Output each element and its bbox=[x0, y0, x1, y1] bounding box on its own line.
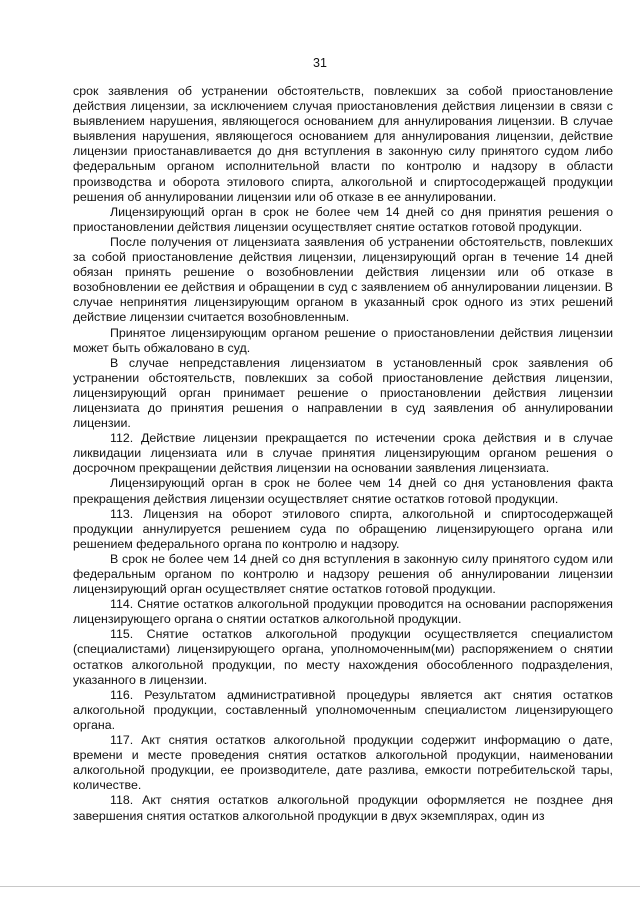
paragraph-116: 116. Результатом административной процедуры является акт снятия остатков алкогольной продукции, составленный уполномоченным специалистом лицензирующего органа. bbox=[73, 687, 613, 732]
paragraph: В срок не более чем 14 дней со дня вступления в законную силу принятого судом или федеральным органом по контролю и надзору решения об аннулировании лицензии лицензирующий орган осуществляет снятие остатков готовой продукции. bbox=[73, 551, 613, 597]
paragraph-114: 114. Снятие остатков алкогольной продукции проводится на основании распоряжения лицензирующего органа о снятии остатков алкогольной продукции. bbox=[73, 597, 613, 627]
paragraph: После получения от лицензиата заявления об устранении обстоятельств, повлекших за собой приостановление действия лицензии, лицензирующий орган в течение 14 дней обязан принять решение о возобновлении действия лицензии или об отказе в возобновлении ее действия и обращении в суд с заявлением об аннулировании лицензии. В случае непринятия лицензирующим органом в указанный срок одного из этих решений действие лицензии считается возобновленным. bbox=[73, 234, 613, 325]
page-number: 31 bbox=[313, 56, 327, 70]
paragraph: Принятое лицензирующим органом решение о приостановлении действия лицензии может быть обжаловано в суд. bbox=[73, 325, 613, 355]
paragraph-113: 113. Лицензия на оборот этилового спирта, алкогольной и спиртосодержащей продукции аннулируется решением суда по обращению лицензирующего органа или решением федерального органа по контролю и надзору. bbox=[73, 506, 613, 551]
paragraph: Лицензирующий орган в срок не более чем 14 дней со дня принятия решения о приостановлении действия лицензии осуществляет снятие остатков готовой продукции. bbox=[73, 204, 613, 234]
paragraph: срок заявления об устранении обстоятельств, повлекших за собой приостановление действия лицензии, за исключением случая приостановления действия лицензии в связи с выявлением нарушения, являющегося основанием для аннулирования лицензии. В случае выявления нарушения, являющегося основанием для аннулирования лицензии, действие лицензии приостанавливается до дня вступления в законную силу принятого судом либо федеральным органом исполнительной власти по контролю и надзору в области производства и оборота этилового спирта, алкогольной и спиртосодержащей продукции решения об аннулировании лицензии или об отказе в ее аннулировании. bbox=[73, 84, 613, 204]
page-bottom-edge bbox=[0, 886, 640, 887]
paragraph-117: 117. Акт снятия остатков алкогольной продукции содержит информацию о дате, времени и месте проведения снятия остатков алкогольной продукции, наименовании алкогольной продукции, ее производителе, дате разлива, емкости потребительской тары, количестве. bbox=[73, 733, 613, 793]
document-body bbox=[73, 84, 613, 824]
paragraph-112: 112. Действие лицензии прекращается по истечении срока действия и в случае ликвидации лицензиата или в случае принятия лицензирующим органом решения о досрочном прекращении действия лицензии на основании заявления лицензиата. bbox=[73, 431, 613, 476]
paragraph: Лицензирующий орган в срок не более чем 14 дней со дня установления факта прекращения действия лицензии осуществляет снятие остатков готовой продукции. bbox=[73, 476, 613, 506]
paragraph-115: 115. Снятие остатков алкогольной продукции осуществляется специалистом (специалистами) лицензирующего органа, уполномоченным(ми) распоряжением о снятии остатков алкогольной продукции, по месту нахождения обособленного подразделения, указанного в лицензии. bbox=[73, 627, 613, 687]
paragraph: В случае непредставления лицензиатом в установленный срок заявления об устранении обстоятельств, повлекших за собой приостановление действия лицензии, лицензирующий орган принимает решение о приостановлении действия лицензии лицензиата до принятия решения о направлении в суд заявления об аннулировании лицензии. bbox=[73, 355, 613, 431]
paragraph-118: 118. Акт снятия остатков алкогольной продукции оформляется не позднее дня завершения снятия остатков алкогольной продукции в двух экземплярах, один из bbox=[73, 793, 613, 823]
